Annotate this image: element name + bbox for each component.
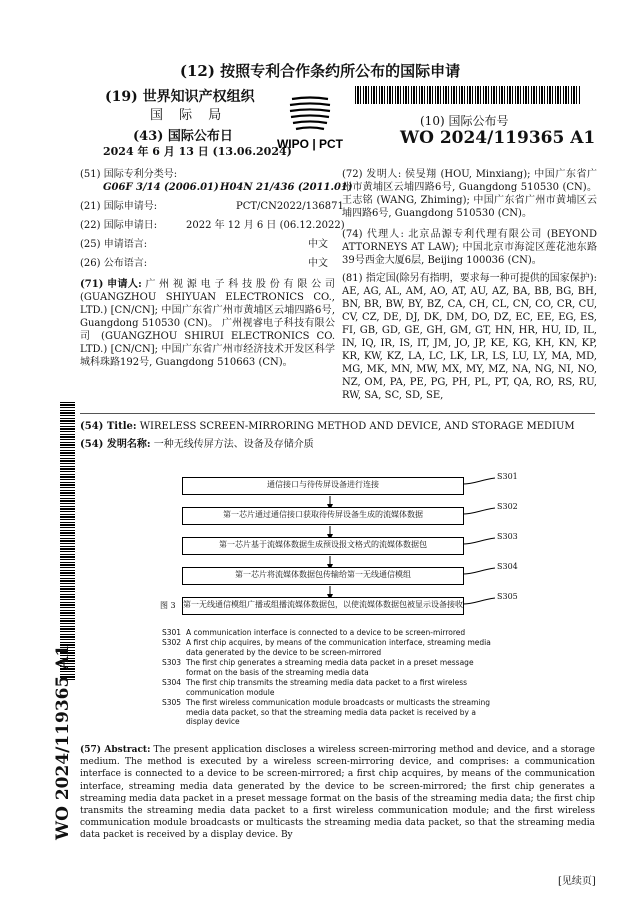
- legend-item-s305: S305 The first wireless communication module broadcasts or multicasts the streaming media data packet, so that the streaming media data packet is received by a display device: [162, 698, 491, 726]
- inventor-text: 侯旻翔 (HOU, Minxiang); 中国广东省广州市黄埔区云埔四路6号, Guangdong 510530 (CN)。 王志铭 (WANG, Zhiming); 中国广东省广州市黄埔区云埔四路6号, Guangdong 510530 (CN)。: [342, 169, 597, 219]
- abstract-label: (57) Abstract:: [80, 745, 151, 755]
- agent-label: (74) 代理人:: [342, 229, 404, 240]
- legend-item-s302: S302 A first chip acquires, by means of the communication interface, streaming media data generated by the device to be screen-mirrored: [162, 638, 491, 657]
- wipo-logo-icon: [270, 93, 350, 153]
- step-id-s302: S302: [497, 502, 518, 511]
- states-block: [342, 272, 597, 402]
- title-en-block: [80, 420, 595, 433]
- title-en-label: (54) Title:: [80, 421, 137, 432]
- barcode-top: [355, 86, 580, 104]
- abstract-text: The present application discloses a wireless screen-mirroring method and device, and a storage medium. The method is executed by a wireless screen-mirroring device, and comprises: a communication interface is connected to a device to be screen-mirrored; a first chip acquires, by means of the communication interface, streaming media data generated by the device to be screen-mirrored; the first chip generates a streaming media data packet in a preset message format on the basis of the streaming media data; the first chip transmits the streaming media data packet to a first wireless communication module; and the first wireless communication module broadcasts or multicasts the streaming media data packet, so that the streaming media data packet is received by a display device. By: [80, 745, 595, 841]
- applicant-block: [80, 278, 335, 369]
- flow-step-s301: 通信接口与待传屏设备进行连接: [182, 477, 464, 495]
- flow-step-s305: 第一无线通信模组广播或组播流媒体数据包，以使流媒体数据包被显示设备接收: [182, 597, 464, 615]
- filing-label: (22) 国际申请日:: [80, 220, 158, 231]
- abstract: [80, 744, 595, 842]
- org-name: (19) 世界知识产权组织: [105, 89, 255, 105]
- title-cn-label: (54) 发明名称:: [80, 439, 151, 450]
- ipc-label: (51) 国际专利分类号:: [80, 169, 178, 180]
- inventor-block: [342, 168, 597, 220]
- flow-step-s303: 第一芯片基于流媒体数据生成预设报文格式的流媒体数据包: [182, 537, 464, 555]
- step-id-s305: S305: [497, 592, 518, 601]
- legend-item-s303: S303 The first chip generates a streaming media data packet in a preset message format on the basis of the streaming media data: [162, 658, 474, 677]
- title-en: WIRELESS SCREEN-MIRRORING METHOD AND DEVICE, AND STORAGE MEDIUM: [139, 421, 575, 432]
- ipc-2: H04N 21/436 (2011.01): [220, 182, 353, 193]
- step-id-s304: S304: [497, 562, 518, 571]
- flow-step-s304: 第一芯片将流媒体数据包传输给第一无线通信模组: [182, 567, 464, 585]
- pub-lang: 中文: [308, 258, 328, 269]
- org-bureau: 国 际 局: [150, 108, 228, 123]
- legend-item-s304: S304 The first chip transmits the streaming media data packet to a first wireless communication module: [162, 678, 468, 697]
- lang-label: (25) 申请语言:: [80, 239, 148, 250]
- app-no: PCT/CN2022/136871: [236, 201, 344, 212]
- pub-date: 2024 年 6 月 13 日 (13.06.2024): [103, 145, 292, 158]
- title-cn-block: [80, 438, 595, 451]
- lang: 中文: [308, 239, 328, 250]
- states-label: (81) 指定国: [342, 273, 396, 284]
- pub-no: WO 2024/119365 A1: [400, 128, 596, 148]
- applicant-label: (71) 申请人:: [80, 279, 142, 290]
- wipo-logo-text: WIPO | PCT: [276, 137, 344, 151]
- legend-item-s301: S301 A communication interface is connected to a device to be screen-mirrored: [162, 628, 466, 637]
- pub-date-label: (43) 国际公布日: [133, 129, 233, 144]
- step-id-s303: S303: [497, 532, 518, 541]
- pub-no-label: (10) 国际公布号: [420, 114, 509, 128]
- states-text: (除另有指明，要求每一种可提供的国家保护): AE, AG, AL, AM, AO, AT, AU, AZ, BA, BB, BG, BH, BN, BR, BW, BY, BZ, CA, CH, CL, CN, CO, CR, CU, CV, CZ, DE, DJ, DK, DM, DO, DZ, EC, EE, EG, ES, FI, GB, GD, GE, GH, GM, GT, HN, HR, HU, ID, IL, IN, IQ, IR, IS, IT, JM, JO, JP, KE, KG, KH, KN, KP, KR, KW, KZ, LA, LC, LK, LR, LS, LU, LY, MA, MD, MG, MK, MN, MW, MX, MY, MZ, NA, NG, NI, NO, NZ, OM, PA, PE, PG, PH, PL, PT, QA, RO, RS, RU, RW, SA, SC, SD, SE,: [342, 273, 597, 401]
- ipc-1: G06F 3/14 (2006.01): [103, 182, 219, 193]
- side-pub-no: WO 2024/119365 A1: [53, 644, 73, 840]
- document-title: (12) 按照专利合作条约所公布的国际申请: [179, 62, 461, 80]
- agent-text: 北京品源专利代理有限公司 (BEYOND ATTORNEYS AT LAW); 中国北京市海淀区莲花池东路39号西金大厦6层, Beijing 100036 (CN)。: [342, 229, 597, 266]
- applicant-text: 广 州 视 源 电 子 科 技 股 份 有 限 公 司 (GUANGZHOU SHIYUAN ELECTRONICS CO., LTD.) [CN/CN]; 中国广东省广州市黄埔区云埔四路6号, Guangdong 510530 (CN)。 广州视睿电子科技有限公司 (GUANGZHOU SHIRUI ELECTRONICS CO. LTD.) [CN/CN]; 中国广东省广州市经济技术开发区科学城科珠路192号, Guangdong 510663 (CN)。: [80, 279, 335, 368]
- title-cn: 一种无线传屏方法、设备及存储介质: [153, 439, 314, 450]
- side-barcode: [60, 400, 75, 680]
- flow-step-s302: 第一芯片通过通信接口获取待传屏设备生成的流媒体数据: [182, 507, 464, 525]
- filing-date: 2022 年 12 月 6 日 (06.12.2022): [186, 220, 345, 231]
- app-no-label: (21) 国际申请号:: [80, 201, 158, 212]
- step-id-s301: S301: [497, 472, 518, 481]
- divider-top: [80, 413, 595, 414]
- agent-block: [342, 228, 597, 267]
- continued-note: [见续页]: [558, 876, 596, 887]
- inventor-label: (72) 发明人:: [342, 169, 402, 180]
- figure-label: 图 3: [160, 601, 176, 610]
- pub-lang-label: (26) 公布语言:: [80, 258, 148, 269]
